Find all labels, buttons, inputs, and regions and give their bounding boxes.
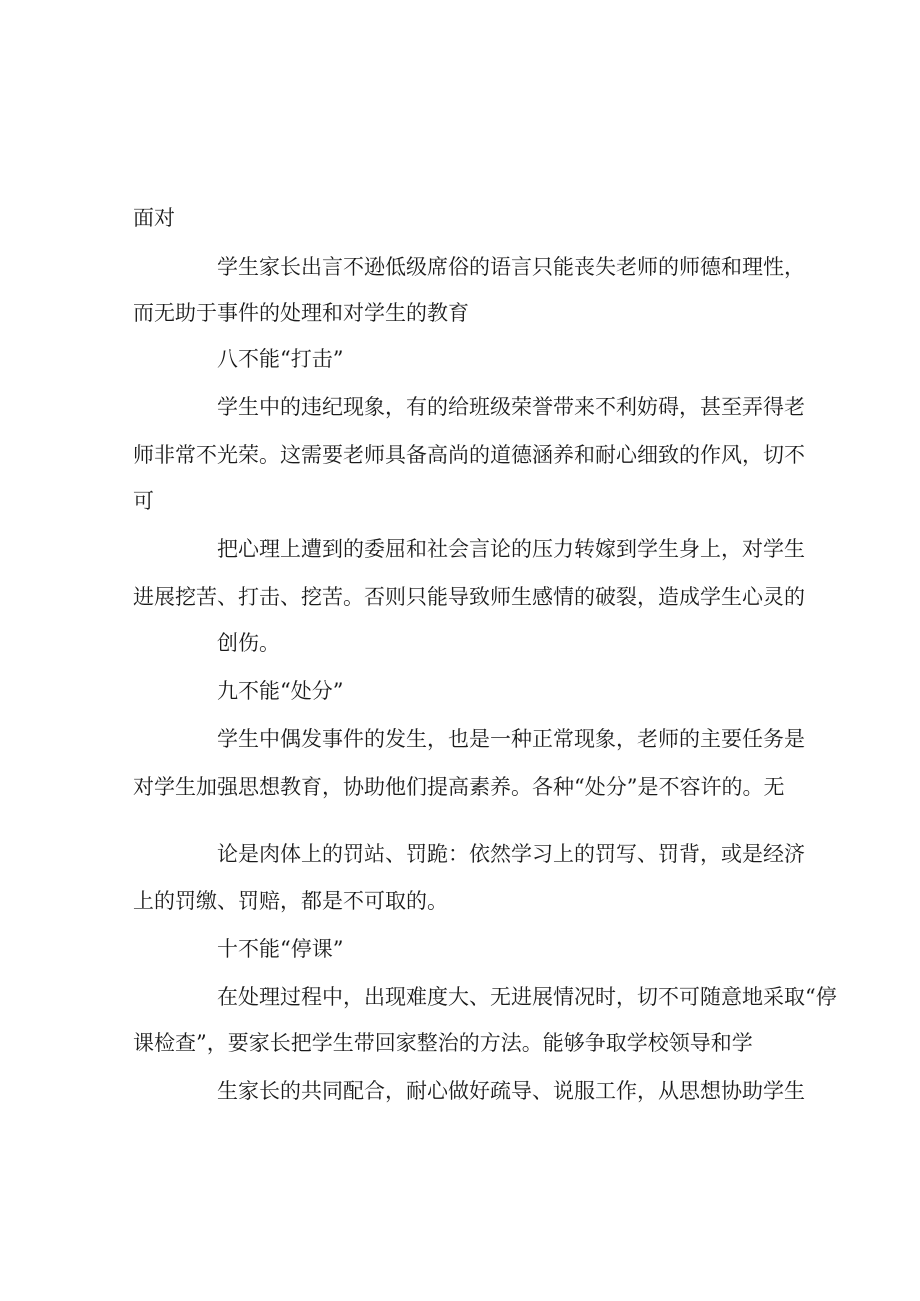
text-line: 而无助于事件的处理和对学生的教育 — [133, 301, 469, 325]
text-line: 把心理上遭到的委屈和社会言论的压力转嫁到学生身上，对学生 — [217, 537, 805, 561]
text-line: 课检查”，要家长把学生带回家整治的方法。能够争取学校领导和学 — [133, 1031, 753, 1055]
section-heading: 八不能“打击” — [217, 347, 344, 371]
text-line: 生家长的共同配合，耐心做好疏导、说服工作，从思想协助学生 — [217, 1079, 805, 1103]
text-line: 论是肉体上的罚站、罚跪：依然学习上的罚写、罚背，或是经济 — [217, 842, 805, 866]
text-line: 学生家长出言不逊低级席俗的语言只能丧失老师的师德和理性， — [217, 255, 805, 279]
text-line: 在处理过程中，出现难度大、无进展情况时，切不可随意地采取“停 — [217, 985, 837, 1009]
text-line: 进展挖苦、打击、挖苦。否则只能导致师生感情的破裂，造成学生心灵的 — [133, 585, 805, 609]
section-heading: 十不能“停课” — [217, 937, 344, 961]
text-line: 创伤。 — [217, 631, 280, 655]
text-line: 师非常不光荣。这需要老师具备高尚的道德涵养和耐心细致的作风，切不 — [133, 443, 805, 467]
text-line: 学生中的违纪现象，有的给班级荣誉带来不利妨碍，甚至弄得老 — [217, 395, 805, 419]
text-line: 面对 — [133, 206, 175, 230]
section-heading: 九不能“处分” — [217, 679, 344, 703]
text-line: 上的罚缴、罚赔，都是不可取的。 — [133, 889, 448, 913]
text-line: 对学生加强思想教育，协助他们提高素养。各种“处分”是不容许的。无 — [133, 775, 785, 799]
text-line: 可 — [133, 489, 154, 513]
text-line: 学生中偶发事件的发生，也是一种正常现象，老师的主要任务是 — [217, 727, 805, 751]
